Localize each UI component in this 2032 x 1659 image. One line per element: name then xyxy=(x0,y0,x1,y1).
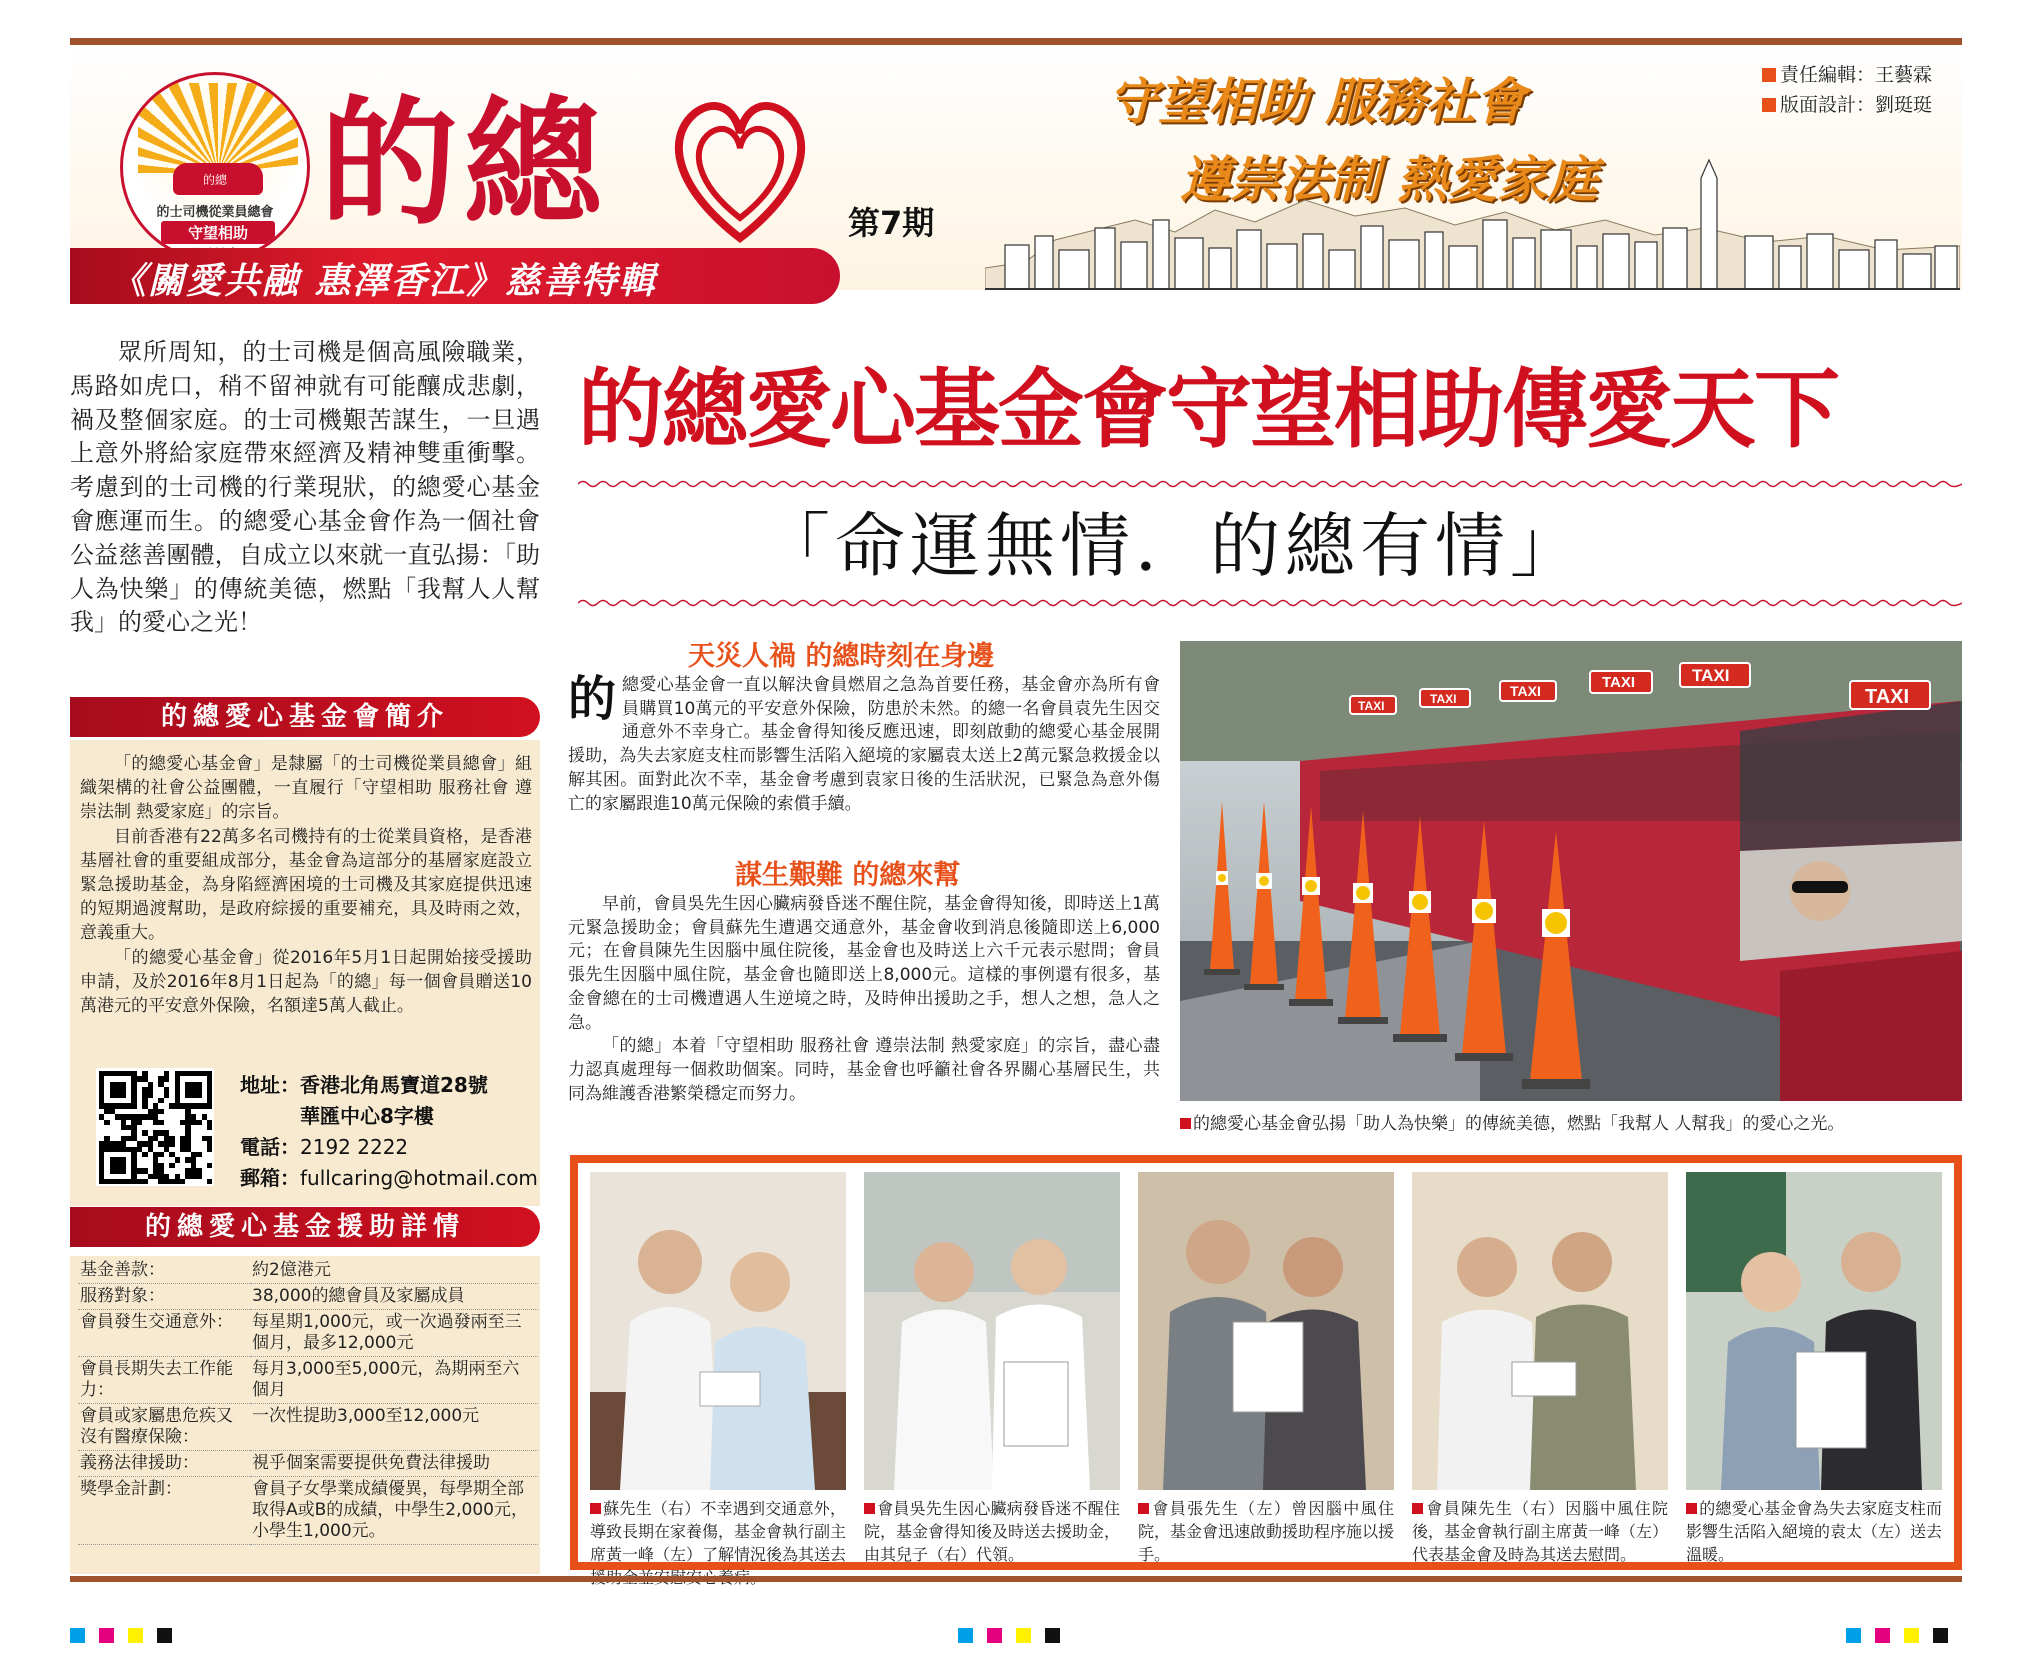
intro-paragraph: 眾所周知，的士司機是個高風險職業，馬路如虎口，稍不留神就有可能釀成悲劇，禍及整個家庭。的士司機艱苦謀生，一旦遇上意外將給家庭帶來經濟及精神雙重衝擊。考慮到的士司機的行業現狀，的總愛心基金會應運而生。的總愛心基金會作為一個社會公益慈善團體，自成立以來就一直弘揚：「助人為快樂」的傳統美德，燃點「我幫人人幫我」的愛心之光！ xyxy=(70,338,540,637)
bullet-square-icon xyxy=(864,1503,875,1514)
qr-module xyxy=(207,1179,212,1184)
email-label: 郵箱： xyxy=(240,1166,300,1190)
qr-module xyxy=(131,1103,136,1108)
bullet-square-icon xyxy=(590,1503,601,1514)
bottom-rule xyxy=(70,1576,1962,1582)
qr-module xyxy=(180,1179,185,1184)
aid-row xyxy=(78,1357,538,1404)
foundation-intro-paragraph: 目前香港有22萬多名司機持有的士從業員資格，是香港基層社會的重要組成部分，基金會為這部分的基層家庭設立緊急援助基金，為身陷經濟困境的士司機及其家庭提供迅速的短期過渡幫助，是政府綜援的重要補充，具及時雨之效，意義重大。 xyxy=(80,826,532,944)
address-label: 地址： xyxy=(240,1073,300,1097)
foundation-intro-body xyxy=(80,752,532,1018)
address-line-1: 香港北角馬寶道28號 xyxy=(300,1073,488,1097)
section-2-title: 謀生艱難 的總來幫 xyxy=(735,860,961,891)
taxi-sign-text: TAXI xyxy=(1865,686,1910,708)
logo-brand: 的總 xyxy=(202,173,227,187)
section-2-body xyxy=(568,893,1160,1106)
aid-row xyxy=(78,1404,538,1451)
color-registration-marks xyxy=(1846,1628,1948,1643)
qr-module xyxy=(164,1093,169,1098)
qr-module xyxy=(207,1163,212,1168)
photo-thumb-1-caption: 蘇先生（右）不幸遇到交通意外，導致長期在家養傷，基金會執行副主席黃一峰（左）了解情況後為其送去 xyxy=(590,1499,847,1564)
aid-row-value: 38,000的總會員及家屬成員 xyxy=(250,1284,538,1310)
qr-module xyxy=(158,1098,163,1103)
bullet-square-icon xyxy=(1762,68,1776,82)
main-photo-caption: 的總愛心基金會弘揚「助人為快樂」的傳統美德，燃點「我幫人 人幫我」的愛心之光。 xyxy=(1180,1109,1844,1134)
taxi-sign-text: TAXI xyxy=(1358,699,1385,713)
qr-module xyxy=(164,1076,169,1081)
qr-code[interactable] xyxy=(96,1068,214,1186)
aid-details-table xyxy=(78,1258,538,1545)
photo-thumb-1 xyxy=(590,1172,846,1490)
aid-row-value: 約2億港元 xyxy=(250,1258,538,1284)
qr-module xyxy=(142,1179,147,1184)
foundation-intro-title: 的總愛心基金會簡介 xyxy=(70,697,540,737)
qr-module xyxy=(137,1120,142,1125)
photo-thumb-3 xyxy=(1138,1172,1394,1490)
qr-module xyxy=(142,1152,147,1157)
qr-module xyxy=(196,1174,201,1179)
union-logo xyxy=(120,72,310,262)
issue-number: 第7期 xyxy=(848,204,935,242)
aid-row xyxy=(78,1477,538,1545)
photo-thumb-2 xyxy=(864,1172,1120,1490)
qr-module xyxy=(121,1093,126,1098)
photo-thumb-3-caption: 會員張先生（左）曾因腦中風住院，基金會迅速啟動援助程序施以援手。 xyxy=(1138,1499,1395,1564)
aid-row xyxy=(78,1310,538,1357)
aid-row-label: 獎學金計劃： xyxy=(78,1477,250,1545)
logo-org-name: 的士司機從業員總會 xyxy=(156,205,274,220)
photo-thumb-4 xyxy=(1412,1172,1668,1490)
bullet-square-icon xyxy=(1138,1503,1149,1514)
taxi-sign-text: TAXI xyxy=(1510,683,1541,699)
aid-row-value: 一次性提助3,000至12,000元 xyxy=(250,1404,538,1451)
color-registration-marks xyxy=(70,1628,172,1643)
sun-rays-icon xyxy=(138,83,298,173)
taxi-sign-text: TAXI xyxy=(1692,666,1730,685)
qr-module xyxy=(207,1103,212,1108)
slogan-line-2: 遵崇法制 熱愛家庭 xyxy=(1180,150,1598,209)
qr-module xyxy=(158,1120,163,1125)
qr-module xyxy=(207,1125,212,1130)
qr-module xyxy=(121,1168,126,1173)
qr-module xyxy=(148,1093,153,1098)
contact-info xyxy=(240,1070,538,1194)
taxi-sign-text: TAXI xyxy=(1430,692,1457,706)
logo-motto: 守望相助 xyxy=(161,221,275,244)
top-rule xyxy=(70,38,1962,45)
bullet-square-icon xyxy=(1412,1503,1423,1514)
bullet-square-icon xyxy=(1180,1118,1191,1129)
qr-module xyxy=(196,1152,201,1157)
aid-row-label: 義務法律援助： xyxy=(78,1451,250,1477)
qr-module xyxy=(104,1120,109,1125)
aid-row-value: 每星期1,000元，或一次過發兩至三個月，最多12,000元 xyxy=(250,1310,538,1357)
section-1-body xyxy=(568,671,1160,816)
qr-module xyxy=(175,1157,180,1162)
qr-module xyxy=(207,1147,212,1152)
qr-module xyxy=(196,1093,201,1098)
hong-kong-skyline-icon xyxy=(985,150,1960,290)
drop-cap: 的 xyxy=(568,671,617,727)
email-address[interactable]: fullcaring@hotmail.com xyxy=(300,1166,538,1190)
phone-label: 電話： xyxy=(240,1135,300,1159)
photo-thumb-5 xyxy=(1686,1172,1942,1490)
aid-row-value: 視乎個案需要提供免費法律援助 xyxy=(250,1451,538,1477)
qr-module xyxy=(196,1120,201,1125)
qr-module xyxy=(169,1141,174,1146)
slogan-line-1: 守望相助 服務社會 xyxy=(1108,72,1526,131)
address-line-2: 華匯中心8字樓 xyxy=(300,1104,434,1128)
taxi-rank-photo xyxy=(1180,641,1962,1101)
aid-row-label: 服務對象： xyxy=(78,1284,250,1310)
aid-row xyxy=(78,1451,538,1477)
section-2-paragraph: 早前，會員吳先生因心臟病發昏迷不醒住院，基金會得知後，即時送上1萬元緊急援助金；會員蘇先生遭遇交通意外，基金會收到消息後隨即送上6,000元；在會員陳先生因腦中風住院後，基金會也及時送上六千元表示慰問；會員張先生因腦中風住院，基金會也隨即送上8,000元。這樣的事例還有很多，基金會總在的士司機遭遇人生逆境之時，及時伸出援助之手，想人之想，急人之急。 xyxy=(568,894,1160,1033)
photo-thumb-2-caption: 會員吳先生因心臟病發昏迷不醒住院，基金會得知後及時送去援助金，由其兒子（右）代領。 xyxy=(864,1499,1121,1564)
editor-credit: 責任編輯：王藝霖 xyxy=(1780,64,1933,86)
aid-row-label: 會員長期失去工作能力： xyxy=(78,1357,250,1404)
aid-row xyxy=(78,1284,538,1310)
special-issue-title: 《關愛共融 惠澤香江》慈善特輯 xyxy=(110,260,657,302)
wavy-divider xyxy=(578,598,1962,608)
qr-module xyxy=(169,1163,174,1168)
photo-thumb-4-caption: 會員陳先生（右）因腦中風住院後，基金會執行副主席黃一峰（左）代表基金會及時為其送去慰問。 xyxy=(1412,1499,1669,1564)
foundation-intro-paragraph: 「的總愛心基金會」是隸屬「的士司機從業員總會」組織架構的社會公益團體，一直履行「守望相助 服務社會 遵崇法制 熱愛家庭」的宗旨。 xyxy=(80,754,532,823)
aid-row xyxy=(78,1258,538,1284)
color-registration-marks xyxy=(958,1628,1060,1643)
bullet-square-icon xyxy=(1762,98,1776,112)
credits xyxy=(1762,60,1932,120)
designer-credit: 版面設計：劉珽珽 xyxy=(1780,94,1933,116)
section-1-title: 天災人禍 的總時刻在身邊 xyxy=(688,641,995,672)
wavy-divider xyxy=(578,479,1962,489)
photo-thumb-5-caption: 的總愛心基金會為失去家庭支柱而影響生活陷入絕境的袁太（左）送去溫暖。 xyxy=(1686,1499,1943,1564)
phone-number[interactable]: 2192 2222 xyxy=(300,1135,409,1159)
sub-headline: 「命運無情．的總有情」 xyxy=(760,505,1585,587)
aid-row-value: 每月3,000至5,000元，為期兩至六個月 xyxy=(250,1357,538,1404)
aid-details-title: 的總愛心基金援助詳情 xyxy=(70,1207,540,1247)
taxi-rank-illustration xyxy=(1180,641,1962,1101)
aid-row-label: 基金善款： xyxy=(78,1258,250,1284)
aid-row-label: 會員發生交通意外： xyxy=(78,1310,250,1357)
qr-module xyxy=(158,1152,163,1157)
heart-88-icon xyxy=(655,78,825,248)
aid-row-value: 會員子女學業成績優異，每學期全部取得A或B的成績，中學生2,000元，小學生1,000元。 xyxy=(250,1477,538,1545)
taxi-sign-text: TAXI xyxy=(1602,674,1636,691)
foundation-intro-paragraph: 「的總愛心基金會」從2016年5月1日起開始接受援助申請，及於2016年8月1日起為「的總」每一個會員贈送10萬港元的平安意外保險，名額達5萬人截止。 xyxy=(80,947,532,1017)
masthead-brand: 的總 xyxy=(320,81,609,244)
bullet-square-icon xyxy=(1686,1503,1697,1514)
aid-row-label: 會員或家屬患危疾又沒有醫療保險： xyxy=(78,1404,250,1451)
section-2-paragraph: 「的總」本着「守望相助 服務社會 遵崇法制 熱愛家庭」的宗旨，盡心盡力認真處理每一個救助個案。同時，基金會也呼籲社會各界關心基層民生，共同為維護香港繁榮穩定而努力。 xyxy=(568,1036,1160,1104)
main-headline: 的總愛心基金會守望相助傳愛天下 xyxy=(578,359,1838,460)
section-1-text: 總愛心基金會一直以解決會員燃眉之急為首要任務，基金會亦為所有會員購買10萬元的平安意外保險，防患於未然。的總一名會員袁先生因交通意外不幸身亡。基金會得知後反應迅速，即刻啟動的總愛心基金展開援助，為失去家庭支柱而影響生活陷入絕境的家屬袁太送上2萬元緊急救援金以解其困。面對此次不幸，基金會考慮到袁家日後的生活狀況，已緊急為意外傷亡的家屬跟進10萬元保險的索償手續。 xyxy=(568,675,1160,814)
qr-module xyxy=(158,1109,163,1114)
